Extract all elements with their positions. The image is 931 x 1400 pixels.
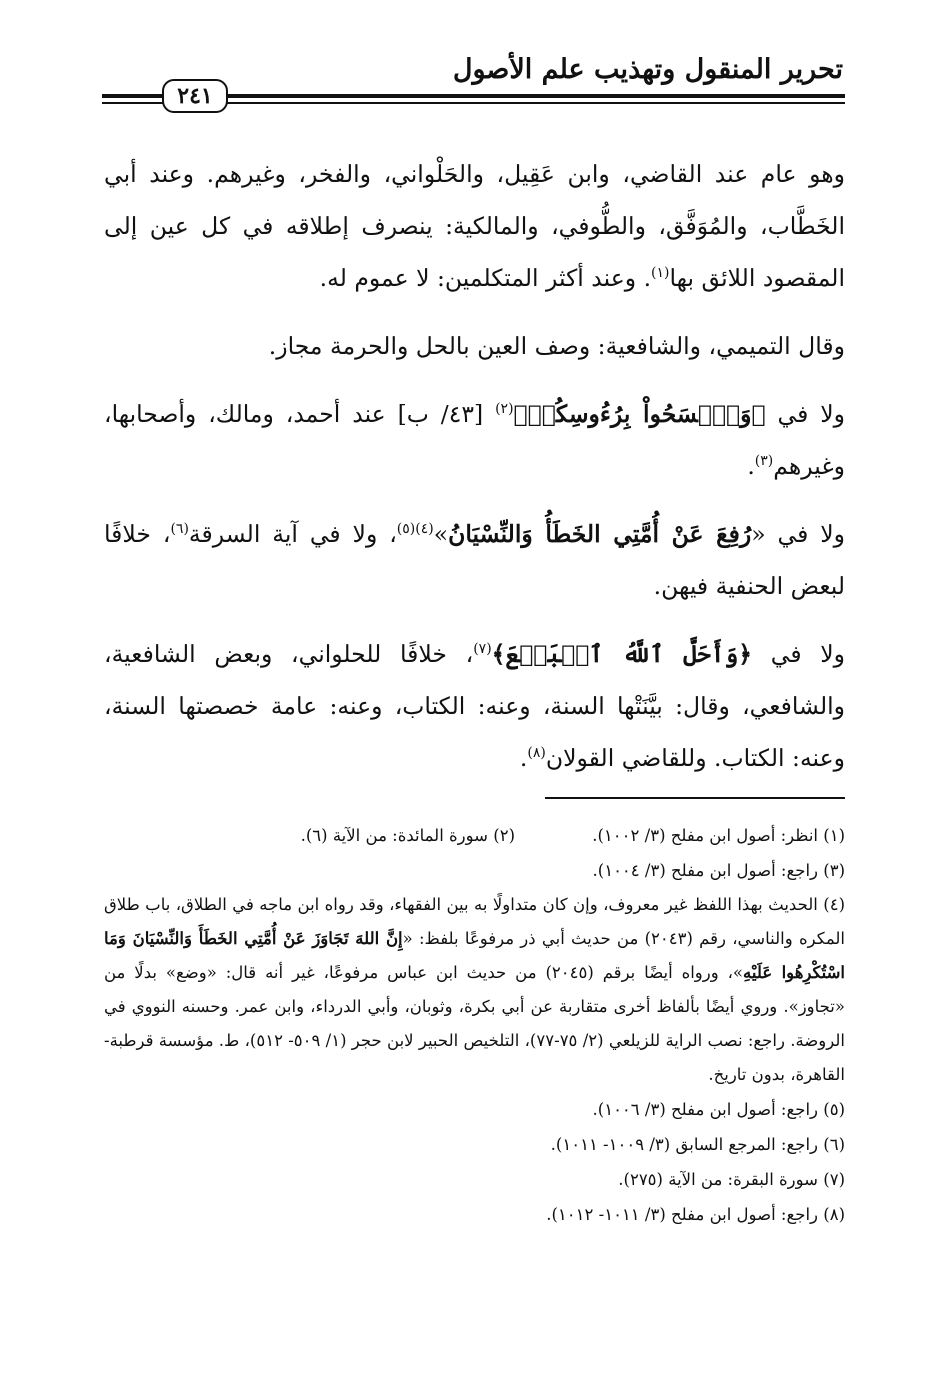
footnote-3: (٣) راجع: أصول ابن مفلح (٣/ ١٠٠٤). (592, 861, 845, 880)
paragraph-5-end: . (519, 744, 528, 772)
paragraph-4-end: ، خلافًا لبعض الحنفية فيهن. (104, 520, 845, 600)
quran-verse-2: ﴿وَأَحَلَّ ٱللَّهُ ٱلۡبَيۡعَ﴾ (491, 640, 753, 668)
paragraph-4-start: ولا في « (751, 520, 845, 548)
footnotes (104, 818, 845, 1232)
footnote-2: (٢) سورة المائدة: من الآية (٦). (300, 826, 515, 845)
page-number: ٢٤١ (162, 79, 228, 113)
header-rule-thin (226, 102, 845, 104)
footnote-row-1-2 (104, 818, 845, 853)
hadith-text: رُفِعَ عَنْ أُمَّتِي الخَطَأُ وَالنِّسْيَانُ (448, 520, 752, 548)
paragraph-3-end: . (747, 452, 755, 480)
footnote-ref-1[interactable]: (١) (651, 265, 670, 282)
paragraph-3 (104, 388, 845, 492)
paragraph-4-quote-close: » (433, 520, 449, 548)
footnote-ref-2[interactable]: (٢) (495, 401, 514, 418)
footnote-5: (٥) راجع: أصول ابن مفلح (٣/ ١٠٠٦). (592, 1100, 845, 1119)
footnote-1: (١) انظر: أصول ابن مفلح (٣/ ١٠٠٢). (592, 826, 845, 845)
paragraph-5-middle: ، خلافًا للحلواني، وبعض الشافعية، والشافعي، وقال: بيَّنَتْها السنة، وعنه: الكتاب، وعنه: عامة خصصتها السنة، وعنه: الكتاب. وللقاضي القولان (104, 640, 845, 772)
footnote-4-end: »، ورواه أيضًا برقم (٢٠٤٥) من حديث ابن عباس مرفوعًا، غير أنه قال: «وضع» بدلًا من «تجاوز». وروي أيضًا بألفاظ أخرى متقاربة عن أبي بكرة، وثوبان، وأبي الدرداء، وابن عمر. وحسنه النووي في الروضة. راجع: نصب الراية للزيلعي (٢/ ٧٥-٧٧)، التلخيص الحبير لابن حجر (١/ ٥٠٩- ٥١٢)، ط. مؤسسة قرطبة- القاهرة، بدون تاريخ. (104, 963, 845, 1084)
running-title: تحرير المنقول وتهذيب علم الأصول (452, 54, 843, 85)
paragraph-3-start: ولا في (765, 400, 846, 428)
paragraph-5 (104, 628, 845, 784)
paragraph-1 (104, 148, 845, 304)
footnote-separator (545, 797, 845, 799)
footnote-8: (٨) راجع: أصول ابن مفلح (٣/ ١٠١١- ١٠١٢). (546, 1205, 845, 1224)
footnote-4 (104, 888, 845, 1092)
footnote-ref-4-5[interactable]: (٤)(٥) (396, 521, 434, 538)
footnote-ref-3[interactable]: (٣) (754, 453, 774, 470)
paragraph-4-middle: ، ولا في آية السرقة (188, 520, 397, 548)
paragraph-4 (104, 508, 845, 612)
footnote-4-hadith: إِنَّ اللهَ تَجَاوَزَ عَنْ أُمَّتِي الخَطَأَ وَالنِّسْيَانَ وَمَا اسْتُكْرِهُوا عَلَيْهِ (104, 929, 845, 982)
paragraph-1-tail: . وعند أكثر المتكلمين: لا عموم له. (319, 264, 652, 292)
footnote-ref-8[interactable]: (٨) (527, 745, 546, 762)
footnote-7: (٧) سورة البقرة: من الآية (٢٧٥). (618, 1170, 845, 1189)
paragraph-5-start: ولا في (752, 640, 845, 668)
footnote-4-start: (٤) الحديث بهذا اللفظ غير معروف، وإن كان متداولًا به بين الفقهاء، وقد رواه ابن ماجه في الطلاق، باب طلاق المكره والناسي، رقم (٢٠٤٣) من حديث أبي ذر مرفوعًا بلفظ: « (104, 895, 845, 948)
paragraph-3-middle: [٤٣/ ب] عند أحمد، ومالك، وأصحابها، وغيرهم (104, 400, 845, 480)
header-rule (226, 94, 845, 98)
footnote-ref-7[interactable]: (٧) (473, 641, 492, 658)
quran-verse-1: ﴿وَٱمۡسَحُواْ بِرُءُوسِكُمۡ﴾ (513, 400, 766, 428)
main-text (104, 148, 845, 800)
footnote-6: (٦) راجع: المرجع السابق (٣/ ١٠٠٩- ١٠١١). (550, 1135, 845, 1154)
paragraph-1-text: وهو عام عند القاضي، وابن عَقِيل، والحَلْواني، والفخر، وغيرهم. وعند أبي الخَطَّاب، والمُوَفَّق، والطُّوفي، والمالكية: ينصرف إطلاقه في كل عين إلى المقصود اللائق بها (104, 160, 845, 292)
footnote-ref-6[interactable]: (٦) (170, 521, 189, 538)
paragraph-2: وقال التميمي، والشافعية: وصف العين بالحل والحرمة مجاز. (268, 332, 845, 360)
